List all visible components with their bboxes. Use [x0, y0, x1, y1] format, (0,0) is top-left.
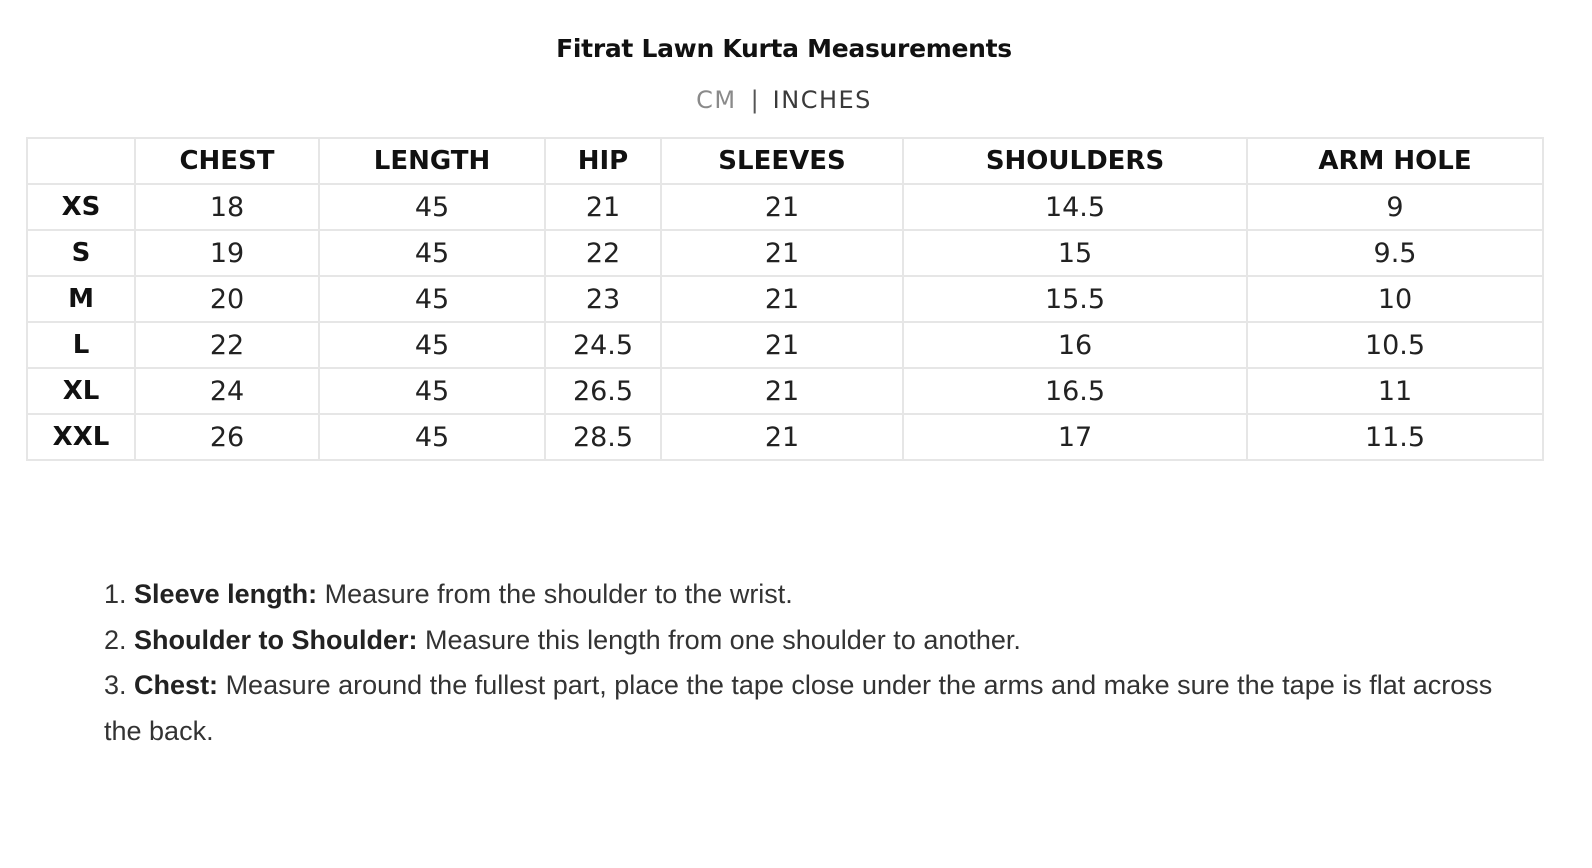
column-header-sleeves: SLEEVES: [661, 138, 903, 184]
table-row: [27, 276, 1543, 322]
size-label: XS: [27, 184, 135, 230]
shoulders-cell: 15.5: [903, 276, 1247, 322]
table-row: [27, 184, 1543, 230]
unit-separator: |: [750, 86, 759, 114]
note-label: Sleeve length:: [134, 579, 318, 609]
note-number: 3.: [104, 670, 127, 700]
shoulders-cell: 16: [903, 322, 1247, 368]
column-header-shoulders: SHOULDERS: [903, 138, 1247, 184]
arm-hole-cell: 10: [1247, 276, 1543, 322]
hip-cell: 28.5: [545, 414, 661, 460]
column-header-chest: CHEST: [135, 138, 319, 184]
length-cell: 45: [319, 276, 545, 322]
shoulders-cell: 16.5: [903, 368, 1247, 414]
table-row: [27, 414, 1543, 460]
chest-cell: 20: [135, 276, 319, 322]
unit-cm-button[interactable]: CM: [696, 86, 737, 114]
chest-cell: 22: [135, 322, 319, 368]
hip-cell: 24.5: [545, 322, 661, 368]
unit-inches-button[interactable]: INCHES: [772, 86, 872, 114]
column-header-length: LENGTH: [319, 138, 545, 184]
size-label: L: [27, 322, 135, 368]
size-label: XXL: [27, 414, 135, 460]
table-row: [27, 368, 1543, 414]
size-label: M: [27, 276, 135, 322]
table-row: [27, 230, 1543, 276]
hip-cell: 21: [545, 184, 661, 230]
note-item-shoulder-to-shoulder: [104, 618, 1534, 664]
size-chart-table: [26, 137, 1544, 461]
note-item-sleeve-length: [104, 572, 1534, 618]
column-header-hip: HIP: [545, 138, 661, 184]
shoulders-cell: 15: [903, 230, 1247, 276]
arm-hole-cell: 9: [1247, 184, 1543, 230]
length-cell: 45: [319, 184, 545, 230]
sleeves-cell: 21: [661, 414, 903, 460]
sleeves-cell: 21: [661, 184, 903, 230]
chest-cell: 26: [135, 414, 319, 460]
page-title: Fitrat Lawn Kurta Measurements: [556, 34, 1012, 63]
note-number: 2.: [104, 624, 127, 655]
column-header-size: [27, 138, 135, 184]
length-cell: 45: [319, 414, 545, 460]
shoulders-cell: 17: [903, 414, 1247, 460]
note-text: Measure around the fullest part, place the tape close under the arms and make sure the tape is flat across the back.: [104, 670, 1493, 746]
arm-hole-cell: 9.5: [1247, 230, 1543, 276]
size-label: S: [27, 230, 135, 276]
hip-cell: 23: [545, 276, 661, 322]
sleeves-cell: 21: [661, 368, 903, 414]
arm-hole-cell: 11: [1247, 368, 1543, 414]
unit-toggle: [0, 86, 1568, 114]
chest-cell: 24: [135, 368, 319, 414]
arm-hole-cell: 10.5: [1247, 322, 1543, 368]
hip-cell: 22: [545, 230, 661, 276]
note-text: Measure from the shoulder to the wrist.: [317, 579, 793, 609]
length-cell: 45: [319, 230, 545, 276]
hip-cell: 26.5: [545, 368, 661, 414]
sleeves-cell: 21: [661, 322, 903, 368]
sleeves-cell: 21: [661, 276, 903, 322]
table-row: [27, 322, 1543, 368]
note-label: Chest:: [134, 670, 219, 700]
length-cell: 45: [319, 322, 545, 368]
arm-hole-cell: 11.5: [1247, 414, 1543, 460]
column-header-arm-hole: ARM HOLE: [1247, 138, 1543, 184]
size-label: XL: [27, 368, 135, 414]
note-text: Measure this length from one shoulder to another.: [417, 624, 1021, 655]
table-header-row: [27, 138, 1543, 184]
length-cell: 45: [319, 368, 545, 414]
shoulders-cell: 14.5: [903, 184, 1247, 230]
note-number: 1.: [104, 579, 127, 609]
note-label: Shoulder to Shoulder:: [134, 624, 418, 655]
chest-cell: 18: [135, 184, 319, 230]
chest-cell: 19: [135, 230, 319, 276]
note-item-chest: [104, 663, 1534, 754]
measurement-instructions: [104, 572, 1534, 754]
sleeves-cell: 21: [661, 230, 903, 276]
